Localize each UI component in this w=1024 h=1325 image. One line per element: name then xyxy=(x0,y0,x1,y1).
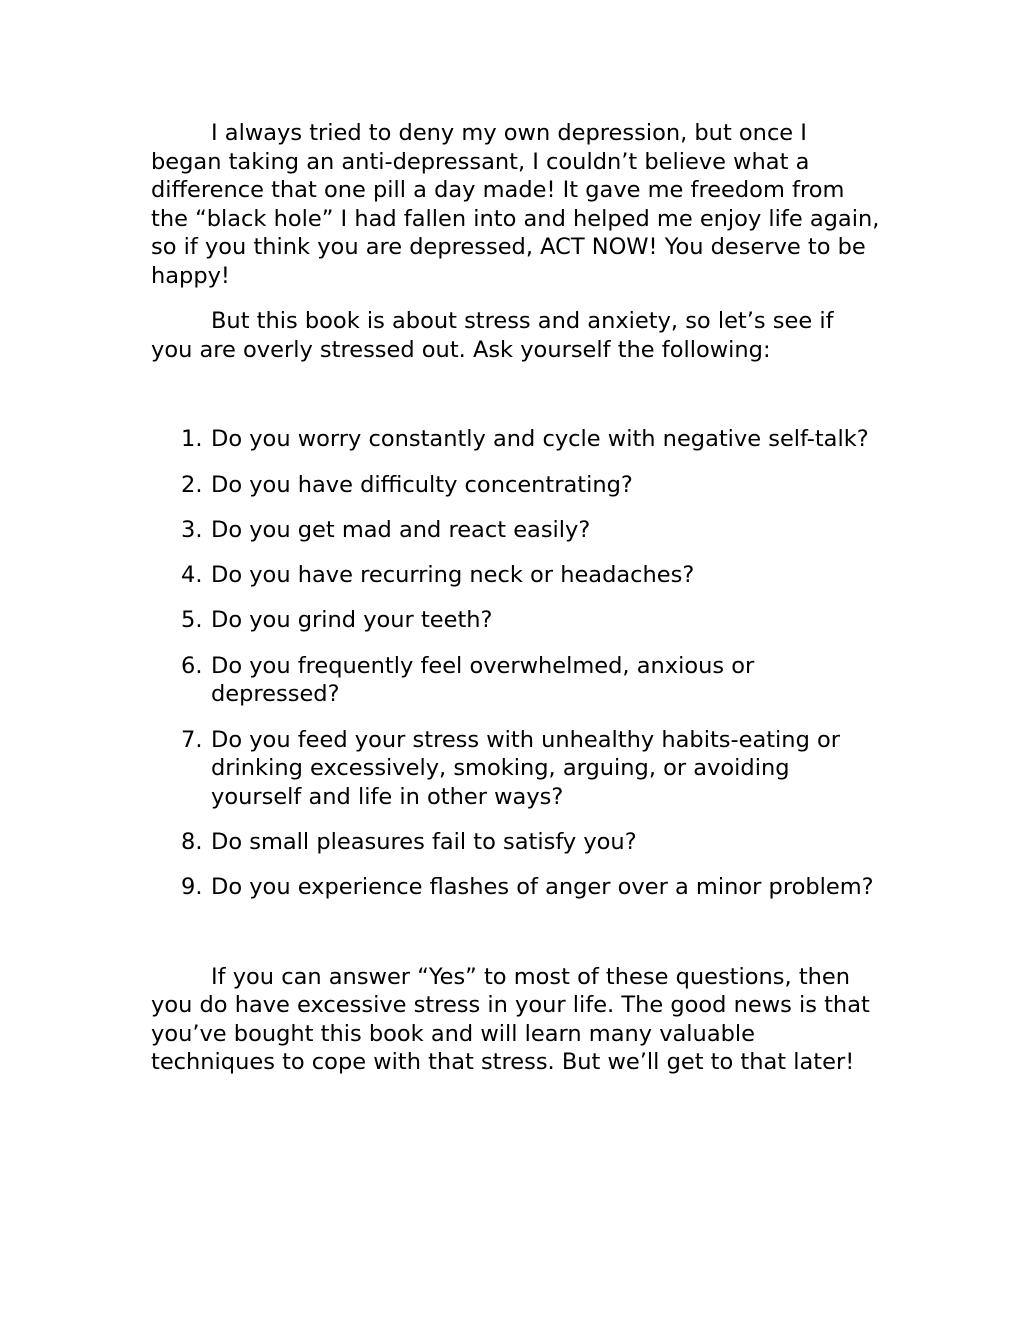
list-item-number: 6. xyxy=(181,652,203,679)
list-item-number: 2. xyxy=(181,471,203,498)
list-item xyxy=(151,561,881,590)
list-item-number: 8. xyxy=(181,829,203,856)
list-item-text: Do you frequently feel overwhelmed, anxious or depressed? xyxy=(211,652,755,708)
list-item-number: 3. xyxy=(181,516,203,543)
question-list xyxy=(151,425,881,902)
list-item-text: Do you worry constantly and cycle with negative self-talk? xyxy=(211,426,869,453)
list-item xyxy=(151,726,881,812)
list-item-text: Do you experience flashes of anger over a minor problem? xyxy=(211,874,874,901)
intro-paragraph-depression: I always tried to deny my own depression, but once I began taking an anti-depressant, I couldn’t believe what a difference that one pill a day made! It gave me freedom from the “black hole” I had fallen into and helped me enjoy life again, so if you think you are depressed, ACT NOW! You deserve to be happy! xyxy=(151,120,880,289)
list-item-number: 9. xyxy=(181,874,203,901)
list-item-number: 7. xyxy=(181,726,203,753)
list-item xyxy=(151,873,881,902)
intro-paragraph-stress: But this book is about stress and anxiety, so let’s see if you are overly stressed out. Ask yourself the following: xyxy=(151,308,834,363)
list-item xyxy=(151,652,881,709)
list-item-text: Do you have recurring neck or headaches? xyxy=(211,562,695,589)
list-item-text: Do you get mad and react easily? xyxy=(211,516,591,543)
list-item xyxy=(151,606,881,635)
list-item-number: 4. xyxy=(181,562,203,589)
list-item-text: Do you grind your teeth? xyxy=(211,607,493,634)
list-item xyxy=(151,425,881,454)
list-item xyxy=(151,516,881,545)
list-item-text: Do you feed your stress with unhealthy habits-eating or drinking excessively, smoking, arguing, or avoiding yourself and life in other ways? xyxy=(211,726,841,810)
page-content xyxy=(151,119,881,1094)
spacer xyxy=(151,381,881,425)
closing-paragraph: If you can answer “Yes” to most of these questions, then you do have excessive stress in your life. The good news is that you’ve bought this book and will learn many valuable techniques to cope with that stress. But we’ll get to that later! xyxy=(151,963,870,1076)
spacer xyxy=(151,919,881,963)
list-item-text: Do you have difficulty concentrating? xyxy=(211,471,633,498)
list-item-text: Do small pleasures fail to satisfy you? xyxy=(211,829,637,856)
list-item-number: 1. xyxy=(181,426,203,453)
list-item-number: 5. xyxy=(181,607,203,634)
list-item xyxy=(151,828,881,857)
list-item xyxy=(151,471,881,500)
